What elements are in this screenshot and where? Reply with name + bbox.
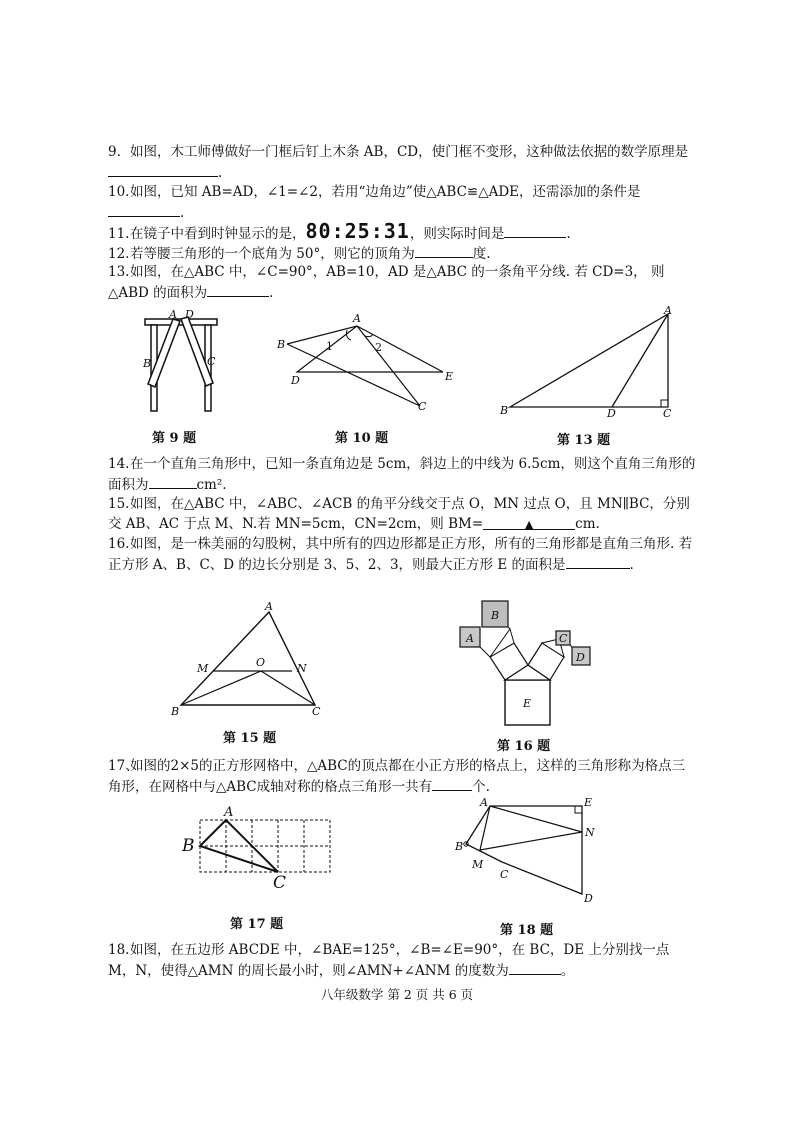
label-d: D — [576, 651, 585, 664]
answer-blank[interactable] — [415, 243, 473, 258]
label-b: B — [277, 338, 286, 351]
question-17 — [108, 756, 698, 797]
question-text: 若等腰三角形的一个底角为 50°，则它的顶角为 — [130, 246, 415, 262]
answer-blank[interactable] — [108, 202, 180, 217]
triangle-ade — [287, 326, 443, 372]
question-14 — [108, 454, 698, 495]
label-d: D — [291, 374, 300, 387]
label-c: C — [273, 873, 287, 893]
figure-17-grid — [180, 800, 355, 895]
label-d: D — [607, 407, 616, 419]
question-end: 。 — [560, 963, 575, 979]
triangle-abc — [181, 612, 315, 705]
question-number: 12. — [108, 246, 130, 262]
question-text: 在镜子中看到时钟显示的是， — [130, 226, 306, 242]
triangle-abc — [510, 314, 668, 407]
question-number: 13. — [108, 264, 130, 280]
right-angle-mark — [661, 400, 668, 407]
label-o: O — [256, 656, 266, 669]
question-text: 如图，在△ABC 中，∠C=90°，AB=10，AD 是△ABC 的一条角平分线. 若 CD=3， 则△ABD 的面积为 — [108, 264, 665, 301]
caption-figure-9: 第 9 题 — [152, 431, 197, 446]
answer-blank[interactable] — [504, 223, 566, 238]
caption-figure-17: 第 17 题 — [230, 917, 284, 932]
question-9 — [108, 142, 698, 183]
question-16 — [108, 534, 698, 575]
question-end: . — [269, 285, 274, 301]
question-15 — [108, 494, 698, 534]
label-a: A — [466, 632, 474, 645]
triangle-amn — [480, 806, 582, 850]
question-end: 度. — [472, 246, 491, 262]
label-b: B — [455, 840, 464, 853]
page-footer: 八年级数学 第 2 页 共 6 页 — [320, 987, 474, 1002]
bisector-ad — [612, 314, 668, 407]
question-text: 如图，在△ABC 中，∠ABC、∠ACB 的角平分线交于点 O，MN 过点 O，且 MN∥BC，分别交 AB、AC 于点 M、N.若 MN=5cm，CN=2cm，则 BM= — [108, 496, 690, 532]
label-b: B — [143, 357, 152, 370]
triangle-abc — [287, 326, 420, 406]
label-c: C — [559, 632, 568, 645]
question-12 — [108, 243, 698, 264]
caption-figure-16: 第 16 题 — [497, 739, 551, 754]
label-e: E — [584, 796, 593, 809]
answer-blank[interactable] — [566, 554, 630, 569]
label-b: B — [500, 404, 509, 417]
label-b: B — [182, 836, 195, 856]
question-text: ，则实际时间是 — [409, 226, 505, 242]
angle-2-label: 2 — [375, 341, 382, 354]
answer-blank[interactable] — [509, 960, 561, 975]
question-11 — [108, 221, 698, 244]
label-m: M — [197, 662, 209, 675]
caption-figure-15: 第 15 题 — [223, 731, 277, 746]
question-13 — [108, 262, 698, 303]
label-c: C — [312, 705, 321, 718]
question-end: cm². — [196, 477, 227, 493]
figure-18-pentagon — [452, 796, 602, 911]
answer-blank[interactable] — [149, 474, 197, 489]
answer-blank[interactable] — [108, 162, 218, 177]
question-number: 18. — [108, 942, 130, 958]
label-n: N — [585, 826, 595, 839]
question-number: 11. — [108, 226, 130, 242]
label-a: A — [353, 312, 361, 325]
caption-figure-13: 第 13 题 — [557, 433, 611, 448]
figure-15-triangle — [165, 598, 335, 720]
label-d: D — [584, 892, 593, 905]
caption-figure-18: 第 18 题 — [500, 923, 554, 938]
answer-blank[interactable]: ▲ — [483, 515, 575, 530]
question-end: 个. — [472, 779, 490, 795]
label-m: M — [472, 858, 484, 871]
question-text: 如图，木工师傅做好一门框后钉上木条 AB，CD，使门框不变形，这种做法依据的数学原理是 — [130, 144, 689, 160]
answer-blank[interactable] — [432, 776, 472, 791]
angle-1-label: 1 — [326, 340, 333, 353]
question-end: cm. — [575, 516, 600, 532]
question-number: 10. — [108, 184, 130, 200]
question-end: . — [218, 165, 223, 181]
question-number: 14. — [108, 456, 130, 472]
question-number: 16. — [108, 536, 130, 552]
question-number: 17、 — [108, 758, 139, 774]
answer-blank[interactable] — [207, 282, 269, 297]
label-a: A — [480, 796, 488, 809]
right-angle-e — [575, 806, 582, 813]
label-c: C — [418, 400, 427, 413]
label-e: E — [523, 697, 532, 710]
figure-13-right-triangle — [496, 304, 686, 419]
question-number: 9. — [108, 144, 121, 160]
question-text: 在一个直角三角形中，已知一条直角边是 5cm，斜边上的中线为 6.5cm，则这个直角三角形的面积为 — [108, 456, 696, 493]
label-a: A — [664, 304, 672, 317]
caption-figure-10: 第 10 题 — [335, 431, 389, 446]
question-number: 15. — [108, 496, 130, 512]
question-18 — [108, 940, 698, 981]
label-c: C — [207, 355, 216, 368]
bisector-bo — [181, 671, 261, 705]
question-end: . — [566, 226, 571, 242]
label-a: A — [265, 600, 273, 613]
question-10 — [108, 182, 698, 223]
question-end: . — [629, 557, 634, 573]
label-a: A — [224, 805, 234, 820]
mirror-clock-display: 80:25:31 — [305, 219, 410, 243]
label-d: D — [185, 308, 194, 321]
question-text: 如图，在五边形 ABCDE 中，∠BAE=125°，∠B=∠E=90°，在 BC，DE 上分别找一点 M，N，使得△AMN 的周长最小时，则∠AMN+∠ANM 的度数为 — [108, 942, 670, 979]
figure-9-door-frame — [135, 305, 230, 415]
label-c: C — [663, 407, 672, 419]
label-e: E — [445, 370, 454, 383]
question-end: . — [180, 205, 185, 221]
figure-16-pythagoras-tree — [452, 595, 602, 730]
question-text: 如图的2×5的正方形网格中，△ABC的顶点都在小正方形的格点上，这样的三角形称为格点三角形，在网格中与△ABC成轴对称的格点三角形一共有 — [108, 758, 686, 795]
figure-10-triangles — [275, 310, 470, 420]
label-b: B — [171, 705, 180, 718]
label-n: N — [297, 662, 307, 675]
label-c: C — [500, 868, 509, 881]
label-b: B — [491, 609, 500, 622]
question-text: 如图，是一株美丽的勾股树，其中所有的四边形都是正方形，所有的三角形都是直角三角形. 若正方形 A、B、C、D 的边长分别是 3、5、2、3，则最大正方形 E 的面积是 — [108, 536, 693, 573]
question-text: 如图，已知 AB=AD，∠1=∠2，若用“边角边”使△ABC≌△ADE，还需添加的条件是 — [130, 184, 641, 200]
label-a: A — [169, 308, 177, 321]
